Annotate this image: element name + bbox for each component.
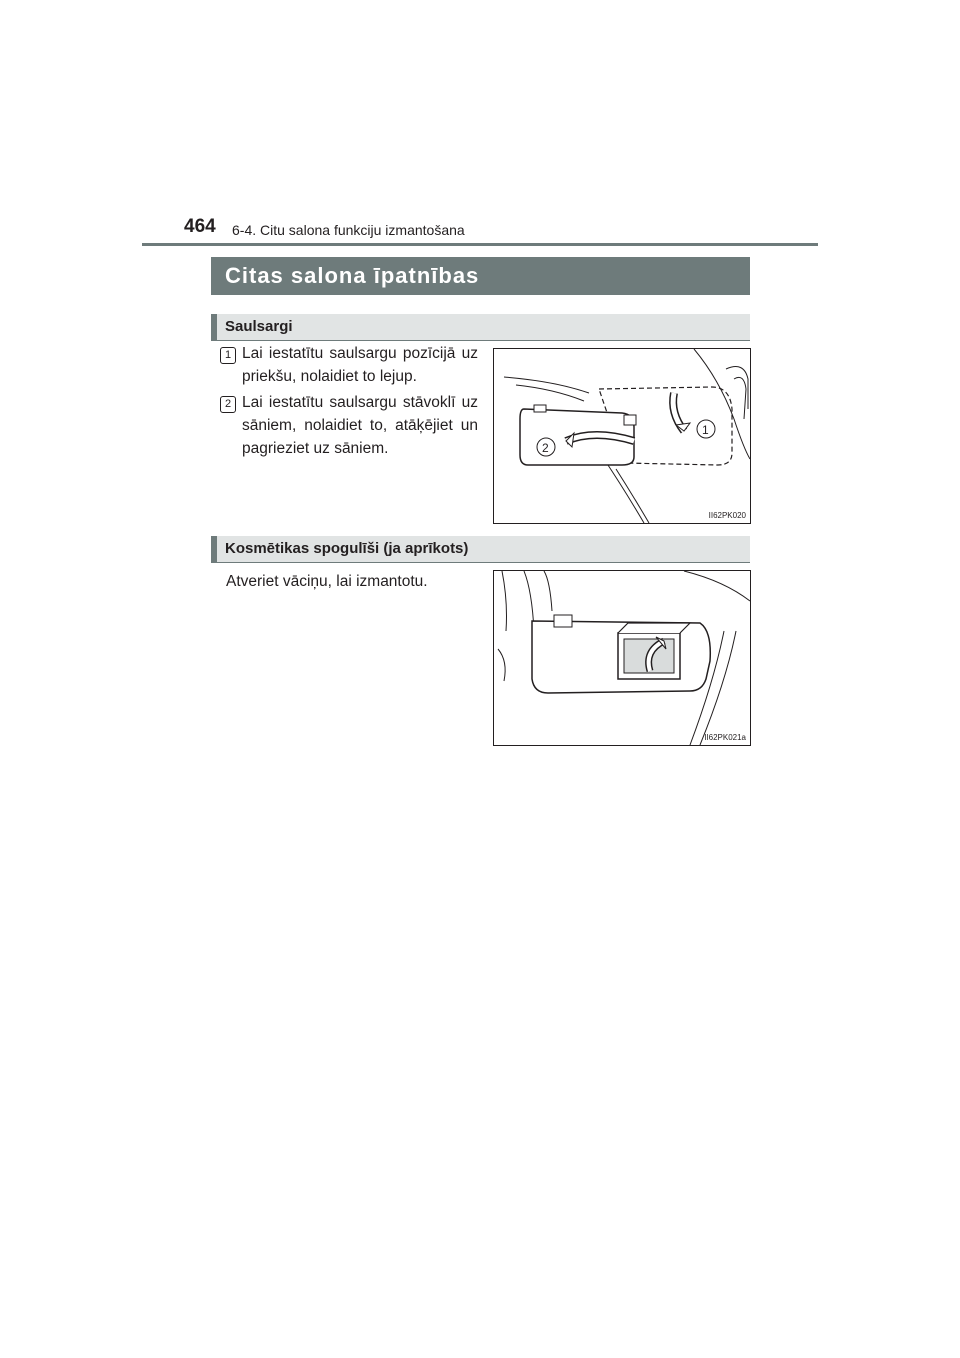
vanity-mirror-illustration bbox=[494, 571, 750, 745]
heading-rule bbox=[211, 562, 750, 563]
heading-rule bbox=[211, 340, 750, 341]
page-title: Citas salona īpatnības bbox=[225, 263, 480, 288]
instruction-text: Atveriet vāciņu, lai izmantotu. bbox=[226, 573, 428, 590]
sunvisor-figure bbox=[493, 348, 751, 524]
figure-code: II62PK021a bbox=[704, 733, 746, 742]
heading-accent bbox=[211, 314, 217, 340]
step-badge: 1 bbox=[220, 347, 236, 364]
page-title-bar bbox=[211, 257, 750, 295]
step-badge: 2 bbox=[220, 396, 236, 413]
subsection-heading-sunvisors bbox=[211, 314, 750, 340]
header-rule bbox=[142, 243, 818, 246]
vanity-mirror-figure bbox=[493, 570, 751, 746]
step-text: Lai iestatītu saulsargu stāvoklī uz sāniem, nolaidiet to, atāķējiet un pagrieziet uz sāniem. bbox=[242, 394, 478, 457]
callout-1: 1 bbox=[702, 423, 709, 437]
section-header: 6-4. Citu salona funkciju izmantošana bbox=[232, 222, 465, 238]
subsection-heading-text: Saulsargi bbox=[225, 318, 293, 335]
subsection-heading-text: Kosmētikas spogulīši (ja aprīkots) bbox=[225, 540, 469, 557]
step-text: Lai iestatītu saulsargu pozīcijā uz priekšu, nolaidiet to lejup. bbox=[242, 345, 478, 385]
callout-2: 2 bbox=[542, 441, 549, 455]
subsection-heading-vanity-mirrors bbox=[211, 536, 750, 562]
sunvisor-illustration bbox=[494, 349, 750, 523]
figure-code: II62PK020 bbox=[708, 511, 746, 520]
heading-accent bbox=[211, 536, 217, 562]
page-number: 464 bbox=[184, 216, 216, 237]
